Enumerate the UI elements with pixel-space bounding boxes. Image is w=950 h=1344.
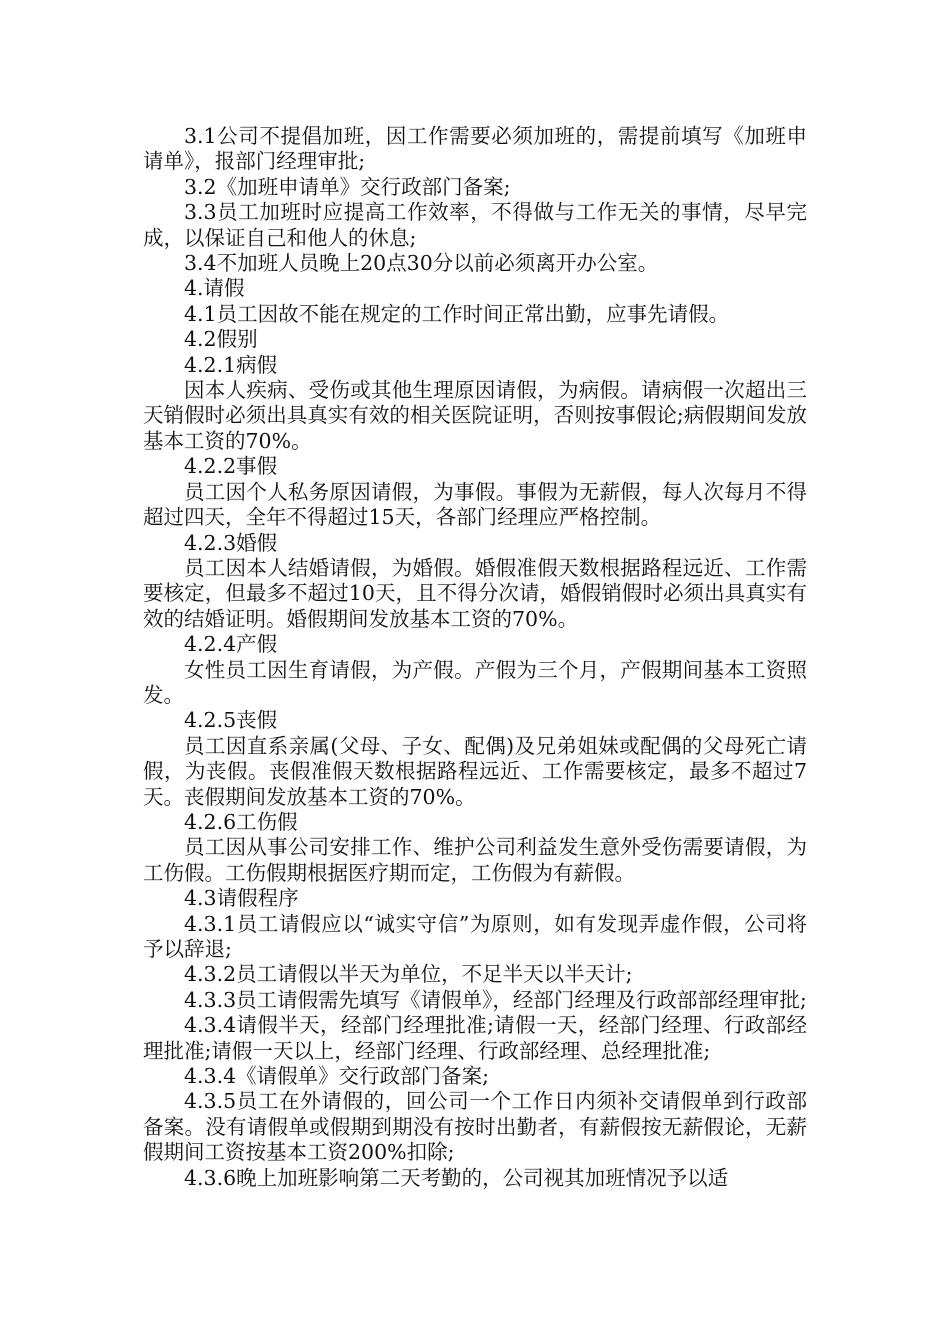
heading-marriage-leave: 4.2.3婚假 bbox=[184, 530, 278, 555]
heading-leave-procedure: 4.3请假程序 bbox=[184, 886, 299, 911]
paragraph-leave-4-1: 4.1员工因故不能在规定的工作时间正常出勤，应事先请假。 bbox=[184, 301, 730, 326]
heading-sick-leave: 4.2.1病假 bbox=[184, 352, 278, 377]
paragraph-procedure-4-3-5: 4.3.5员工在外请假的，回公司一个工作日内须补交请假单到行政部备案。没有请假单或假期到期没有按时出勤者，有薪假按无薪假论，无薪假期间工资按基本工资200%扣除; bbox=[143, 1089, 807, 1165]
paragraph-overtime-3-2: 3.2《加班申请单》交行政部门备案; bbox=[184, 174, 511, 199]
paragraph-procedure-4-3-2: 4.3.2员工请假以半天为单位，不足半天以半天计; bbox=[184, 962, 633, 987]
paragraph-procedure-4-3-6: 4.3.6晚上加班影响第二天考勤的，公司视其加班情况予以适 bbox=[184, 1165, 729, 1190]
paragraph-bereavement-leave: 员工因直系亲属(父母、子女、配偶)及兄弟姐妹或配偶的父母死亡请假，为丧假。丧假准假天数根据路程远近、工作需要核定，最多不超过7天。丧假期间发放基本工资的70%。 bbox=[143, 733, 807, 809]
paragraph-personal-leave: 员工因个人私务原因请假，为事假。事假为无薪假，每人次每月不得超过四天，全年不得超过15天，各部门经理应严格控制。 bbox=[143, 479, 807, 530]
paragraph-procedure-4-3-1: 4.3.1员工请假应以“诚实守信”为原则，如有发现弄虚作假，公司将予以辞退; bbox=[143, 911, 807, 961]
heading-leave-types: 4.2假别 bbox=[184, 327, 258, 352]
heading-bereavement-leave: 4.2.5丧假 bbox=[184, 708, 278, 733]
paragraph-procedure-4-3-4-approval: 4.3.4请假半天，经部门经理批准;请假一天，经部门经理、行政部经理批准;请假一天以上，经部门经理、行政部经理、总经理批准; bbox=[143, 1013, 807, 1063]
paragraph-overtime-3-1: 3.1公司不提倡加班，因工作需要必须加班的，需提前填写《加班申请单》，报部门经理审批; bbox=[143, 124, 807, 174]
paragraph-procedure-4-3-3: 4.3.3员工请假需先填写《请假单》，经部门经理及行政部部经理审批; bbox=[184, 987, 807, 1012]
paragraph-procedure-4-3-4-filing: 4.3.4《请假单》交行政部门备案; bbox=[184, 1064, 490, 1089]
heading-injury-leave: 4.2.6工伤假 bbox=[184, 809, 298, 834]
paragraph-overtime-3-3: 3.3员工加班时应提高工作效率，不得做与工作无关的事情，尽早完成，以保证自己和他人的休息; bbox=[143, 200, 807, 250]
document-body bbox=[143, 124, 807, 1191]
paragraph-injury-leave: 员工因从事公司安排工作、维护公司利益发生意外受伤需要请假，为工伤假。工伤假期根据医疗期而定，工伤假为有薪假。 bbox=[143, 835, 807, 885]
paragraph-overtime-3-4: 3.4不加班人员晚上20点30分以前必须离开办公室。 bbox=[184, 251, 659, 276]
paragraph-sick-leave: 因本人疾病、受伤或其他生理原因请假，为病假。请病假一次超出三天销假时必须出具真实有效的相关医院证明，否则按事假论;病假期间发放基本工资的70%。 bbox=[143, 378, 807, 453]
heading-maternity-leave: 4.2.4产假 bbox=[184, 632, 278, 657]
paragraph-maternity-leave: 女性员工因生育请假，为产假。产假为三个月，产假期间基本工资照发。 bbox=[143, 657, 807, 707]
paragraph-marriage-leave: 员工因本人结婚请假，为婚假。婚假准假天数根据路程远近、工作需要核定，但最多不超过10天，且不得分次请，婚假销假时必须出具真实有效的结婚证明。婚假期间发放基本工资的70%。 bbox=[143, 555, 807, 631]
heading-personal-leave: 4.2.2事假 bbox=[184, 454, 278, 479]
heading-leave: 4.请假 bbox=[184, 276, 245, 301]
